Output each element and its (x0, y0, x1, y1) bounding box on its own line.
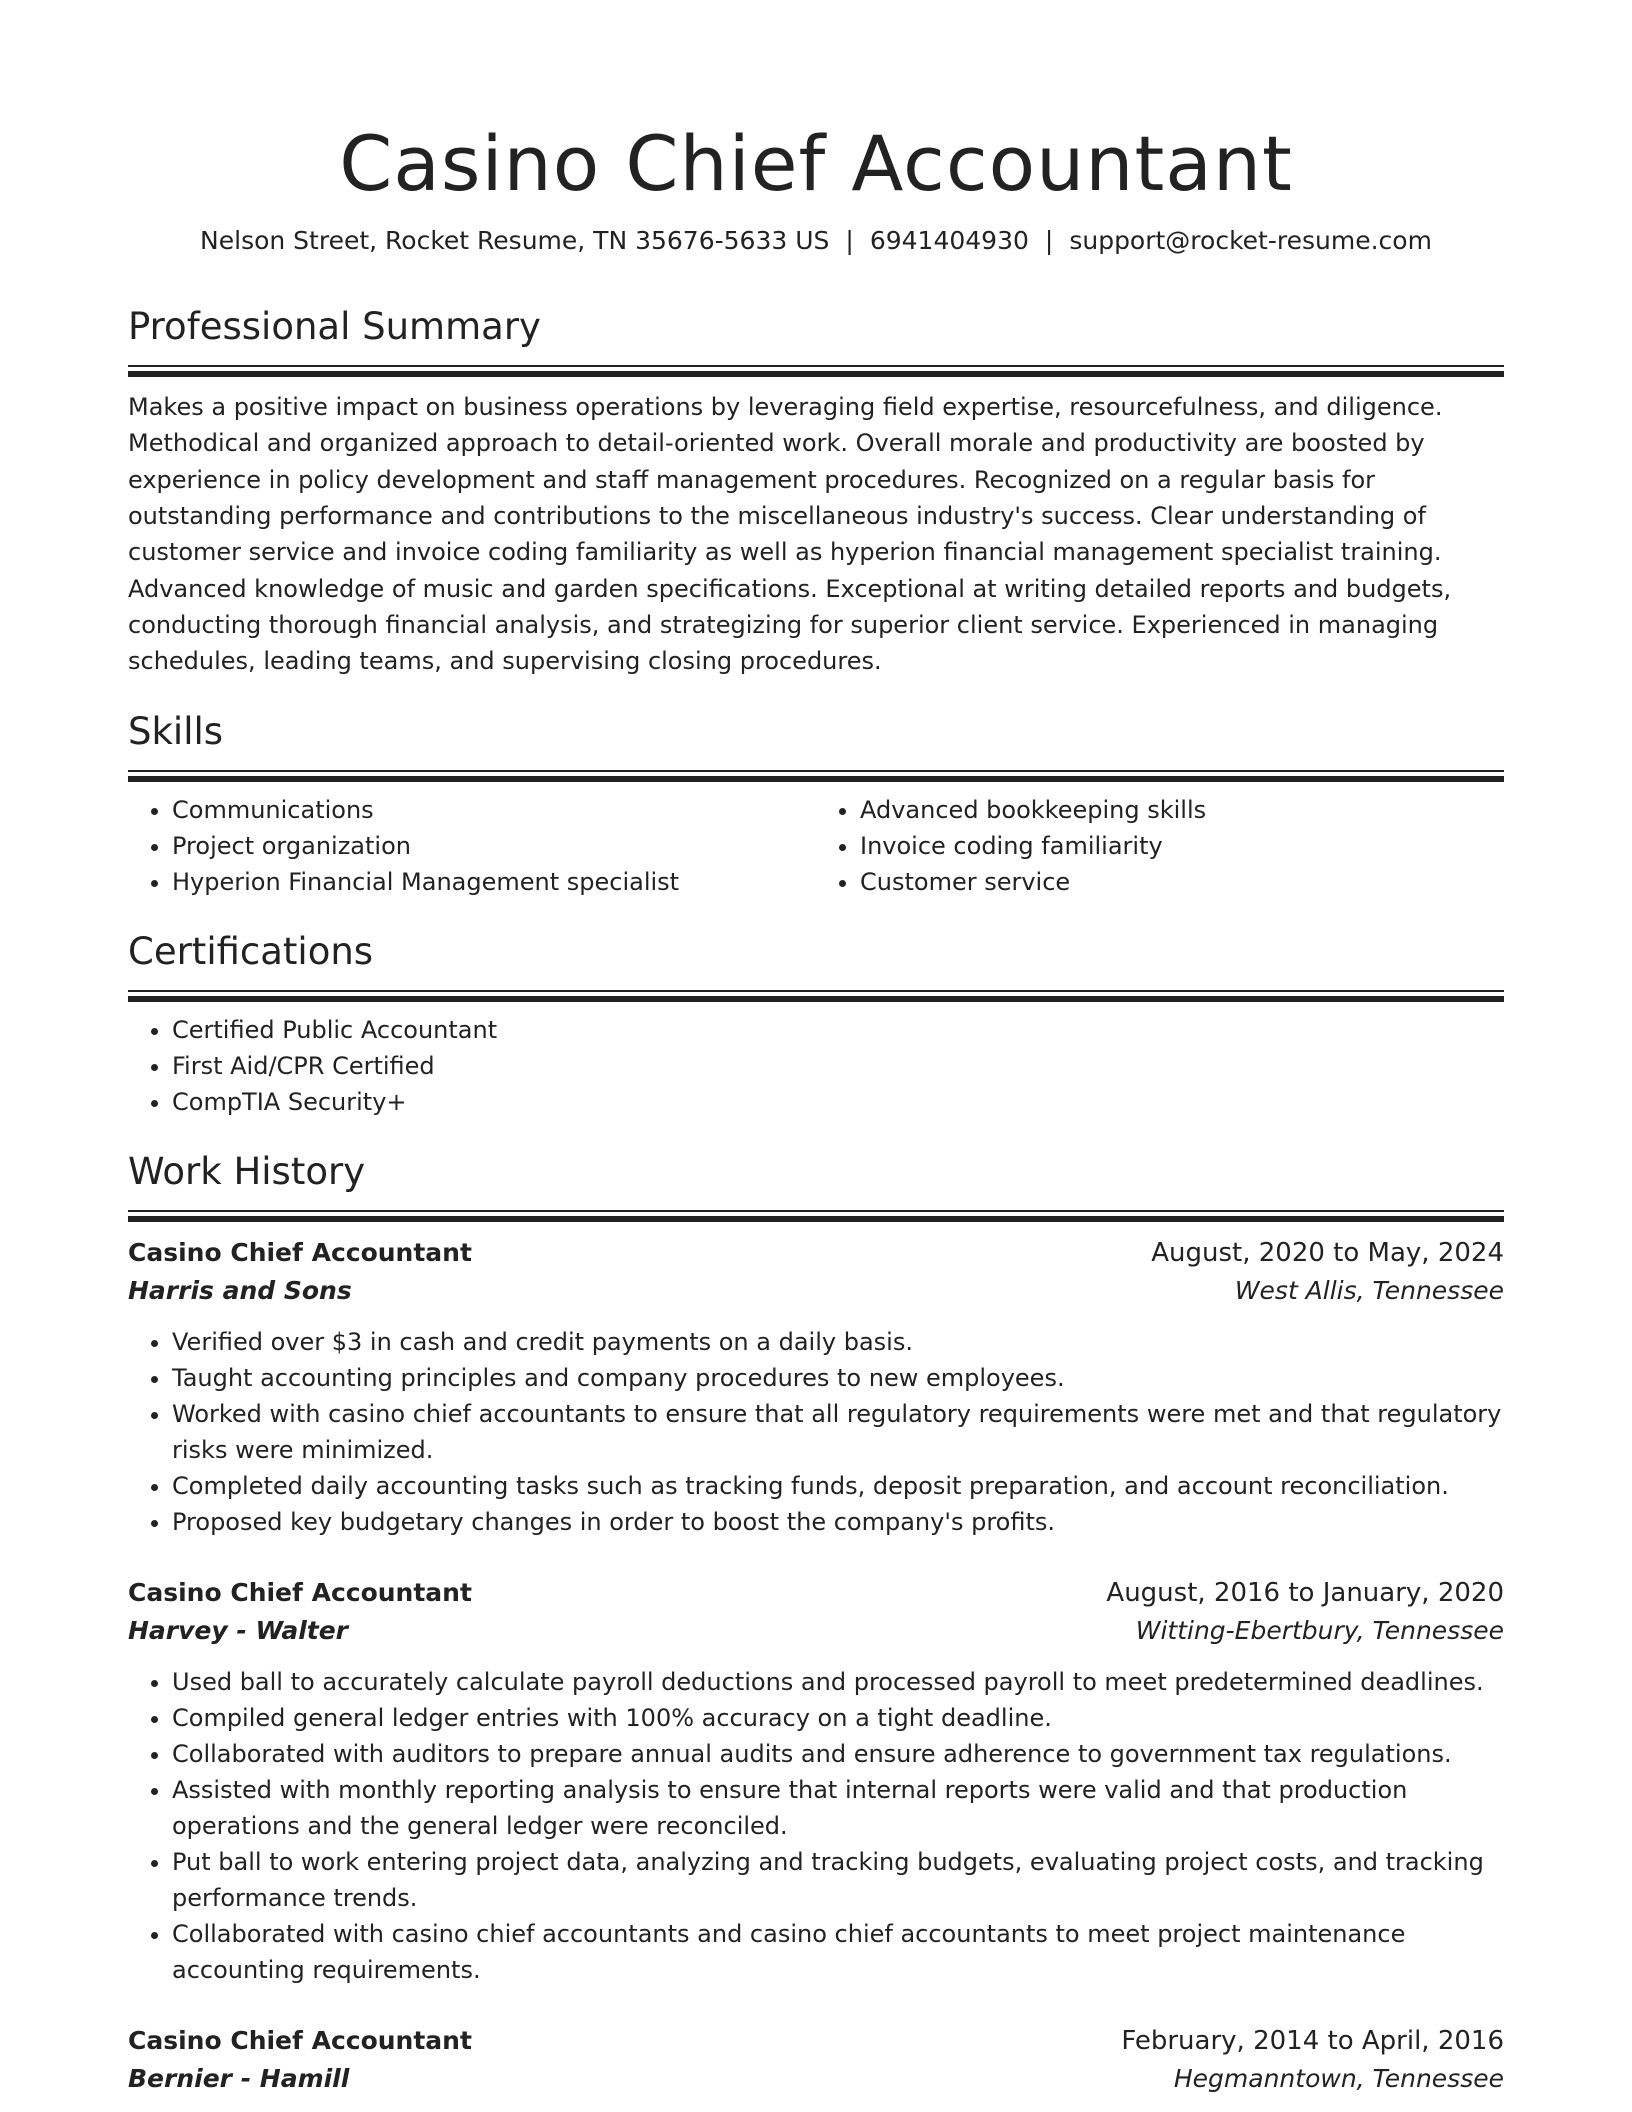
job-bullet: • Assisted with monthly reporting analysis to ensure that internal reports were valid and that production operations and the general ledger were reconciled. (172, 1772, 1504, 1844)
section-title-summary: Professional Summary (128, 305, 541, 349)
job-title: Casino Chief Accountant (128, 1577, 472, 1607)
job-bullet: • Used ball to accurately calculate payroll deductions and processed payroll to meet predetermined deadlines. (172, 1664, 1504, 1700)
job-subheader-row (128, 1272, 1504, 1310)
certifications-section (128, 928, 1504, 1120)
skill-item: • Hyperion Financial Management specialist (172, 864, 816, 900)
job-header-row (128, 2022, 1504, 2060)
job-location: Hegmanntown, Tennessee (1173, 2063, 1504, 2093)
certification-item: • First Aid/CPR Certified (172, 1048, 1504, 1084)
certifications-list (128, 1012, 1504, 1120)
contact-line (128, 223, 1504, 259)
job-dates: February, 2014 to April, 2016 (1121, 2025, 1504, 2056)
certification-item: • CompTIA Security+ (172, 1084, 1504, 1120)
job-location: Witting-Ebertbury, Tennessee (1135, 1615, 1504, 1645)
section-divider (128, 770, 1504, 782)
job-bullet: • Verified over $3 in cash and credit payments on a daily basis. (172, 1324, 1504, 1360)
contact-address: Nelson Street, Rocket Resume, TN 35676-5633 US (200, 226, 830, 256)
job-bullets (128, 1324, 1504, 1540)
professional-summary-section (128, 303, 1504, 679)
job-bullet: • Collaborated with casino chief accountants and casino chief accountants to meet project maintenance accounting requirements. (172, 1916, 1504, 1988)
job-entry (128, 1234, 1504, 1540)
job-subheader-row (128, 1612, 1504, 1650)
section-title-certifications: Certifications (128, 929, 374, 973)
job-entry (128, 2022, 1504, 2098)
job-bullet: • Taught accounting principles and company procedures to new employees. (172, 1360, 1504, 1396)
job-header-row (128, 1574, 1504, 1612)
contact-separator: | (845, 226, 854, 256)
section-title-work-history: Work History (128, 1149, 366, 1193)
resume-name: Casino Chief Accountant (339, 119, 1293, 208)
skill-item: • Customer service (860, 864, 1504, 900)
job-bullet: • Completed daily accounting tasks such as tracking funds, deposit preparation, and account reconciliation. (172, 1468, 1504, 1504)
skills-section (128, 708, 1504, 900)
job-bullet: • Compiled general ledger entries with 100% accuracy on a tight deadline. (172, 1700, 1504, 1736)
skill-item: • Invoice coding familiarity (860, 828, 1504, 864)
section-divider (128, 990, 1504, 1002)
skill-item: • Project organization (172, 828, 816, 864)
contact-separator: | (1044, 226, 1054, 256)
job-dates: August, 2016 to January, 2020 (1106, 1577, 1504, 1608)
job-bullet: • Collaborated with auditors to prepare annual audits and ensure adherence to government tax regulations. (172, 1736, 1504, 1772)
contact-email: support@rocket-resume.com (1069, 226, 1432, 256)
certification-item: • Certified Public Accountant (172, 1012, 1504, 1048)
job-company: Harris and Sons (128, 1275, 352, 1305)
contact-phone: 6941404930 (869, 226, 1029, 256)
job-bullet: • Proposed key budgetary changes in order to boost the company's profits. (172, 1504, 1504, 1540)
section-divider (128, 1210, 1504, 1222)
skill-item: • Advanced bookkeeping skills (860, 792, 1504, 828)
job-entry (128, 1574, 1504, 1988)
job-title: Casino Chief Accountant (128, 2025, 472, 2055)
section-divider (128, 365, 1504, 377)
skills-column-left (128, 792, 816, 900)
skills-grid (128, 792, 1504, 900)
job-bullets (128, 1664, 1504, 1988)
section-title-skills: Skills (128, 709, 224, 753)
work-history-section (128, 1148, 1504, 2098)
job-header-row (128, 1234, 1504, 1272)
skill-item: • Communications (172, 792, 816, 828)
job-company: Bernier - Hamill (128, 2063, 350, 2093)
job-title: Casino Chief Accountant (128, 1237, 472, 1267)
job-company: Harvey - Walter (128, 1615, 349, 1645)
job-bullet: • Put ball to work entering project data, analyzing and tracking budgets, evaluating project costs, and tracking performance trends. (172, 1844, 1504, 1916)
job-location: West Allis, Tennessee (1234, 1275, 1504, 1305)
job-bullet: • Worked with casino chief accountants to ensure that all regulatory requirements were met and that regulatory risks were minimized. (172, 1396, 1504, 1468)
summary-text: Makes a positive impact on business operations by leveraging field expertise, resourcefulness, and diligence. Methodical and organized approach to detail-oriented work. Overall morale and productivity are boosted by experience in policy development and staff management procedures. Recognized on a regular basis for outstanding performance and contributions to the miscellaneous industry's success. Clear understanding of customer service and invoice coding familiarity as well as hyperion financial management specialist training. Advanced knowledge of music and garden specifications. Exceptional at writing detailed reports and budgets, conducting thorough financial analysis, and strategizing for superior client service. Experienced in managing schedules, leading teams, and supervising closing procedures. (128, 393, 1452, 676)
job-dates: August, 2020 to May, 2024 (1151, 1237, 1504, 1268)
job-subheader-row (128, 2060, 1504, 2098)
skills-column-right (816, 792, 1504, 900)
